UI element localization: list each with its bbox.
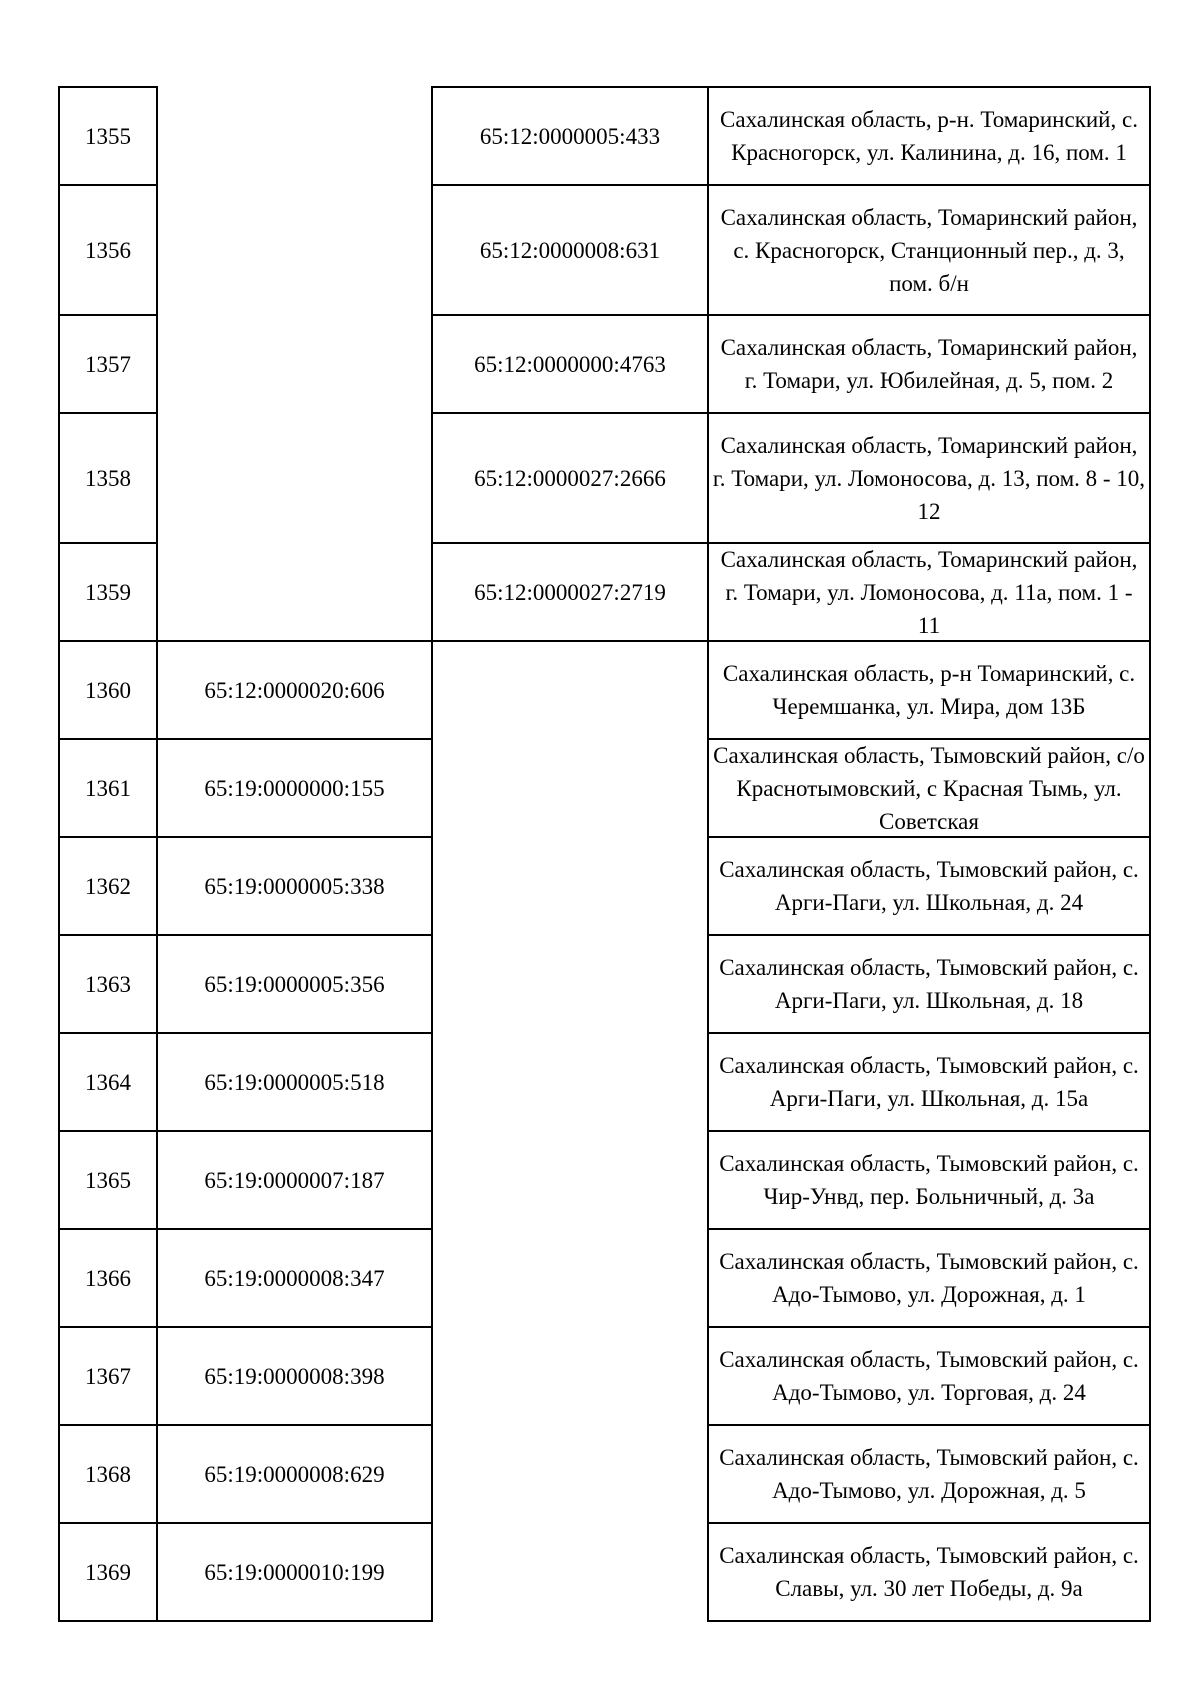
table-border	[156, 86, 158, 1622]
address: Сахалинская область, Тымовский район, с. Арги-Паги, ул. Школьная, д. 18	[719, 955, 1139, 1013]
table-border	[431, 86, 433, 1622]
cadastral-number: 65:12:0000005:433	[479, 123, 661, 149]
address: Сахалинская область, Тымовский район, с. Арги-Паги, ул. Школьная, д. 15а	[719, 1053, 1139, 1111]
address: Сахалинская область, Томаринский район, г. Томари, ул. Юбилейная, д. 5, пом. 2	[720, 335, 1138, 393]
table-border	[707, 1228, 1151, 1230]
table-border	[431, 314, 1151, 316]
cadastral-number: 65:19:0000005:356	[204, 971, 385, 997]
cadastral-number: 65:12:0000008:631	[479, 237, 661, 263]
address: Сахалинская область, Тымовский район, с. Арги-Паги, ул. Школьная, д. 24	[719, 857, 1139, 915]
table-border	[707, 86, 709, 1622]
table-border	[58, 1326, 433, 1328]
address: Сахалинская область, р-н. Томаринский, с. Красногорск, ул. Калинина, д. 16, пом. 1	[720, 107, 1138, 165]
table-border	[707, 836, 1151, 838]
table-border	[58, 1228, 433, 1230]
row-number: 1358	[85, 465, 131, 491]
row-number: 1369	[85, 1559, 131, 1585]
table-border	[431, 412, 1151, 414]
address: Сахалинская область, Тымовский район, с. Чир-Унвд, пер. Больничный, д. 3а	[719, 1151, 1139, 1209]
table-border	[58, 836, 433, 838]
address: Сахалинская область, Томаринский район, г. Томари, ул. Ломоносова, д. 13, пом. 8 - 10, 12	[712, 432, 1146, 524]
cadastral-number: 65:19:0000008:629	[204, 1461, 385, 1487]
table-border	[707, 1130, 1151, 1132]
row-number: 1365	[85, 1167, 131, 1193]
cadastral-number: 65:19:0000000:155	[204, 775, 385, 801]
table-border	[58, 86, 158, 88]
table-border	[58, 934, 433, 936]
row-number: 1357	[85, 351, 131, 377]
table-border	[707, 1326, 1151, 1328]
table-border	[58, 1522, 433, 1524]
address: Сахалинская область, р-н Томаринский, с. Черемшанка, ул. Мира, дом 13Б	[722, 661, 1136, 719]
row-number: 1361	[85, 775, 131, 801]
table-border	[1149, 86, 1151, 1622]
table-border	[58, 184, 158, 186]
address: Сахалинская область, Тымовский район, с. Славы, ул. 30 лет Победы, д. 9а	[719, 1543, 1139, 1601]
row-number: 1360	[85, 677, 131, 703]
row-number: 1363	[85, 971, 131, 997]
table-border	[58, 1424, 433, 1426]
cadastral-number: 65:19:0000005:338	[204, 873, 385, 899]
table-border	[58, 412, 158, 414]
row-number: 1362	[85, 873, 131, 899]
address: Сахалинская область, Тымовский район, с/о Краснотымовский, с Красная Тымь, ул. Советская	[713, 742, 1145, 834]
table-border	[58, 738, 433, 740]
cadastral-number: 65:19:0000007:187	[204, 1167, 385, 1193]
table-border	[707, 1424, 1151, 1426]
address: Сахалинская область, Тымовский район, с. Адо-Тымово, ул. Дорожная, д. 1	[719, 1249, 1139, 1307]
table-border	[707, 1620, 1151, 1622]
table-border	[707, 934, 1151, 936]
row-number: 1355	[85, 123, 131, 149]
cadastral-number: 65:12:0000000:4763	[474, 351, 666, 377]
table-border	[707, 1522, 1151, 1524]
table-border	[58, 640, 1151, 642]
table-border	[58, 314, 158, 316]
table-border	[58, 542, 158, 544]
table-border	[58, 86, 60, 1622]
cadastral-number: 65:12:0000020:606	[204, 677, 385, 703]
cadastral-number: 65:12:0000027:2719	[474, 579, 666, 605]
table-border	[431, 184, 1151, 186]
row-number: 1367	[85, 1363, 131, 1389]
address: Сахалинская область, Тымовский район, с. Адо-Тымово, ул. Дорожная, д. 5	[719, 1445, 1139, 1503]
row-number: 1359	[85, 579, 131, 605]
table-border	[707, 1032, 1151, 1034]
cadastral-number: 65:19:0000010:199	[204, 1559, 385, 1585]
table-border	[707, 738, 1151, 740]
address: Сахалинская область, Томаринский район, с. Красногорск, Станционный пер., д. 3, пом. б/н	[720, 204, 1138, 296]
table-border	[58, 1620, 433, 1622]
row-number: 1364	[85, 1069, 131, 1095]
table-border	[58, 1130, 433, 1132]
cadastral-number: 65:19:0000008:398	[204, 1363, 385, 1389]
row-number: 1368	[85, 1461, 131, 1487]
table-border	[431, 542, 1151, 544]
cadastral-number: 65:19:0000005:518	[204, 1069, 385, 1095]
cadastral-number: 65:12:0000027:2666	[474, 465, 666, 491]
address: Сахалинская область, Томаринский район, г. Томари, ул. Ломоносова, д. 11а, пом. 1 - 11	[720, 546, 1138, 638]
cadastral-number: 65:19:0000008:347	[204, 1265, 385, 1291]
row-number: 1356	[85, 237, 131, 263]
address: Сахалинская область, Тымовский район, с. Адо-Тымово, ул. Торговая, д. 24	[719, 1347, 1139, 1405]
table-border	[58, 1032, 433, 1034]
row-number: 1366	[85, 1265, 131, 1291]
table-border	[431, 86, 1151, 88]
